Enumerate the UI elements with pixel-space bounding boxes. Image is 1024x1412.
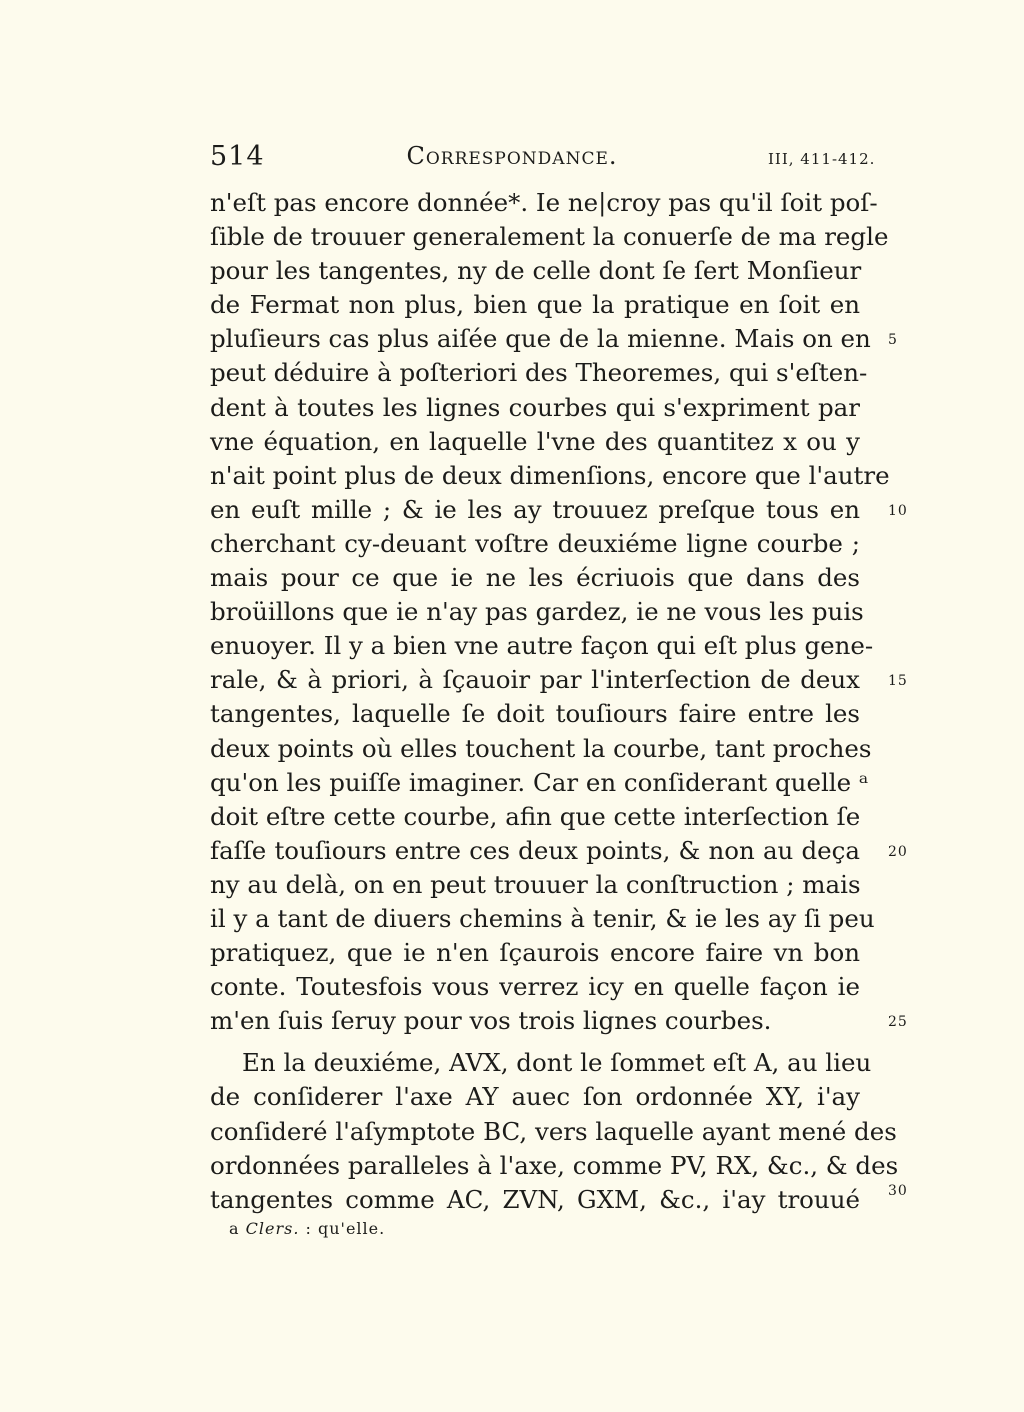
text-line: ordonnées paralleles à l'axe, comme PV, RX, &c., & des xyxy=(210,1150,899,1180)
text-line: n'ait point plus de deux dimenſions, encore que l'autre xyxy=(210,460,890,490)
text-line: pluſieurs cas plus aiſée que de la mienne. Mais on en xyxy=(210,324,871,354)
footnote-source: Clers. xyxy=(245,1219,300,1238)
text-line: pratiquez, que ie n'en ſçaurois encore faire vn bon xyxy=(210,938,860,968)
line-number: 15 xyxy=(888,673,908,689)
text-line: conte. Toutesfois vous verrez icy en quelle façon ie xyxy=(210,972,860,1002)
text-line: rale, & à priori, à ſçauoir par l'interſection de deux xyxy=(210,665,860,695)
text-line: de conſiderer l'axe AY auec ſon ordonnée XY, i'ay xyxy=(210,1082,860,1112)
text-line: pour les tangentes, ny de celle dont ſe ſert Monſieur xyxy=(210,256,862,286)
line-number: 30 xyxy=(888,1183,908,1199)
text-line: qu'on les puiſſe imaginer. Car en conſiderant quelle ᵃ xyxy=(210,767,869,797)
text-line: tangentes comme AC, ZVN, GXM, &c., i'ay trouué xyxy=(210,1184,860,1214)
page-number: 514 xyxy=(210,141,265,172)
text-line: tangentes, laquelle ſe doit touſiours faire entre les xyxy=(210,699,860,729)
footnote-marker: a xyxy=(229,1219,240,1238)
text-line: ny au delà, on en peut trouuer la conſtruction ; mais xyxy=(210,869,861,899)
text-line: mais pour ce que ie ne les écriuois que dans des xyxy=(210,563,860,593)
text-line: faſſe touſiours entre ces deux points, & non au deça xyxy=(210,835,860,865)
text-line: dent à toutes les lignes courbes qui s'expriment par xyxy=(210,392,860,422)
page-header xyxy=(0,0,1024,190)
text-line: peut déduire à poſteriori des Theoremes, qui s'eſten- xyxy=(210,358,868,388)
text-line: broüillons que ie n'ay pas gardez, ie ne vous les puis xyxy=(210,597,864,627)
text-line: doit eſtre cette courbe, afin que cette interſection ſe xyxy=(210,801,861,831)
volume-locator: III, 411-412. xyxy=(768,150,876,168)
text-line: enuoyer. Il y a bien vne autre façon qui eſt plus gene- xyxy=(210,631,874,661)
text-line: deux points où elles touchent la courbe, tant proches xyxy=(210,733,872,763)
text-line: conſideré l'aſymptote BC, vers laquelle ayant mené des xyxy=(210,1116,897,1146)
text-line: En la deuxiéme, AVX, dont le ſommet eſt A, au lieu xyxy=(242,1048,872,1078)
text-line: il y a tant de diuers chemins à tenir, & ie les ay ſi peu xyxy=(210,903,875,933)
text-line: en euſt mille ; & ie les ay trouuez preſque tous en xyxy=(210,494,860,524)
text-line: m'en ſuis ſeruy pour vos trois lignes courbes. xyxy=(210,1006,772,1036)
text-line: vne équation, en laquelle l'vne des quantitez x ou y xyxy=(210,426,860,456)
text-line: cherchant cy-deuant voſtre deuxiéme ligne courbe ; xyxy=(210,528,860,558)
line-number: 20 xyxy=(888,844,908,860)
footnote xyxy=(229,1219,385,1238)
line-number: 5 xyxy=(888,332,898,348)
running-title: Correspondance. xyxy=(406,142,618,170)
footnote-text: : qu'elle. xyxy=(305,1219,386,1238)
text-line: de Fermat non plus, bien que la pratique en ſoit en xyxy=(210,290,860,320)
line-number: 10 xyxy=(888,503,908,519)
text-line: n'eſt pas encore donnée*. Ie ne|croy pas qu'il ſoit poſ- xyxy=(210,188,878,217)
text-line: ſible de trouuer generalement la conuerſe de ma regle xyxy=(210,222,889,252)
line-number: 25 xyxy=(888,1014,908,1030)
paragraph xyxy=(210,186,890,1038)
